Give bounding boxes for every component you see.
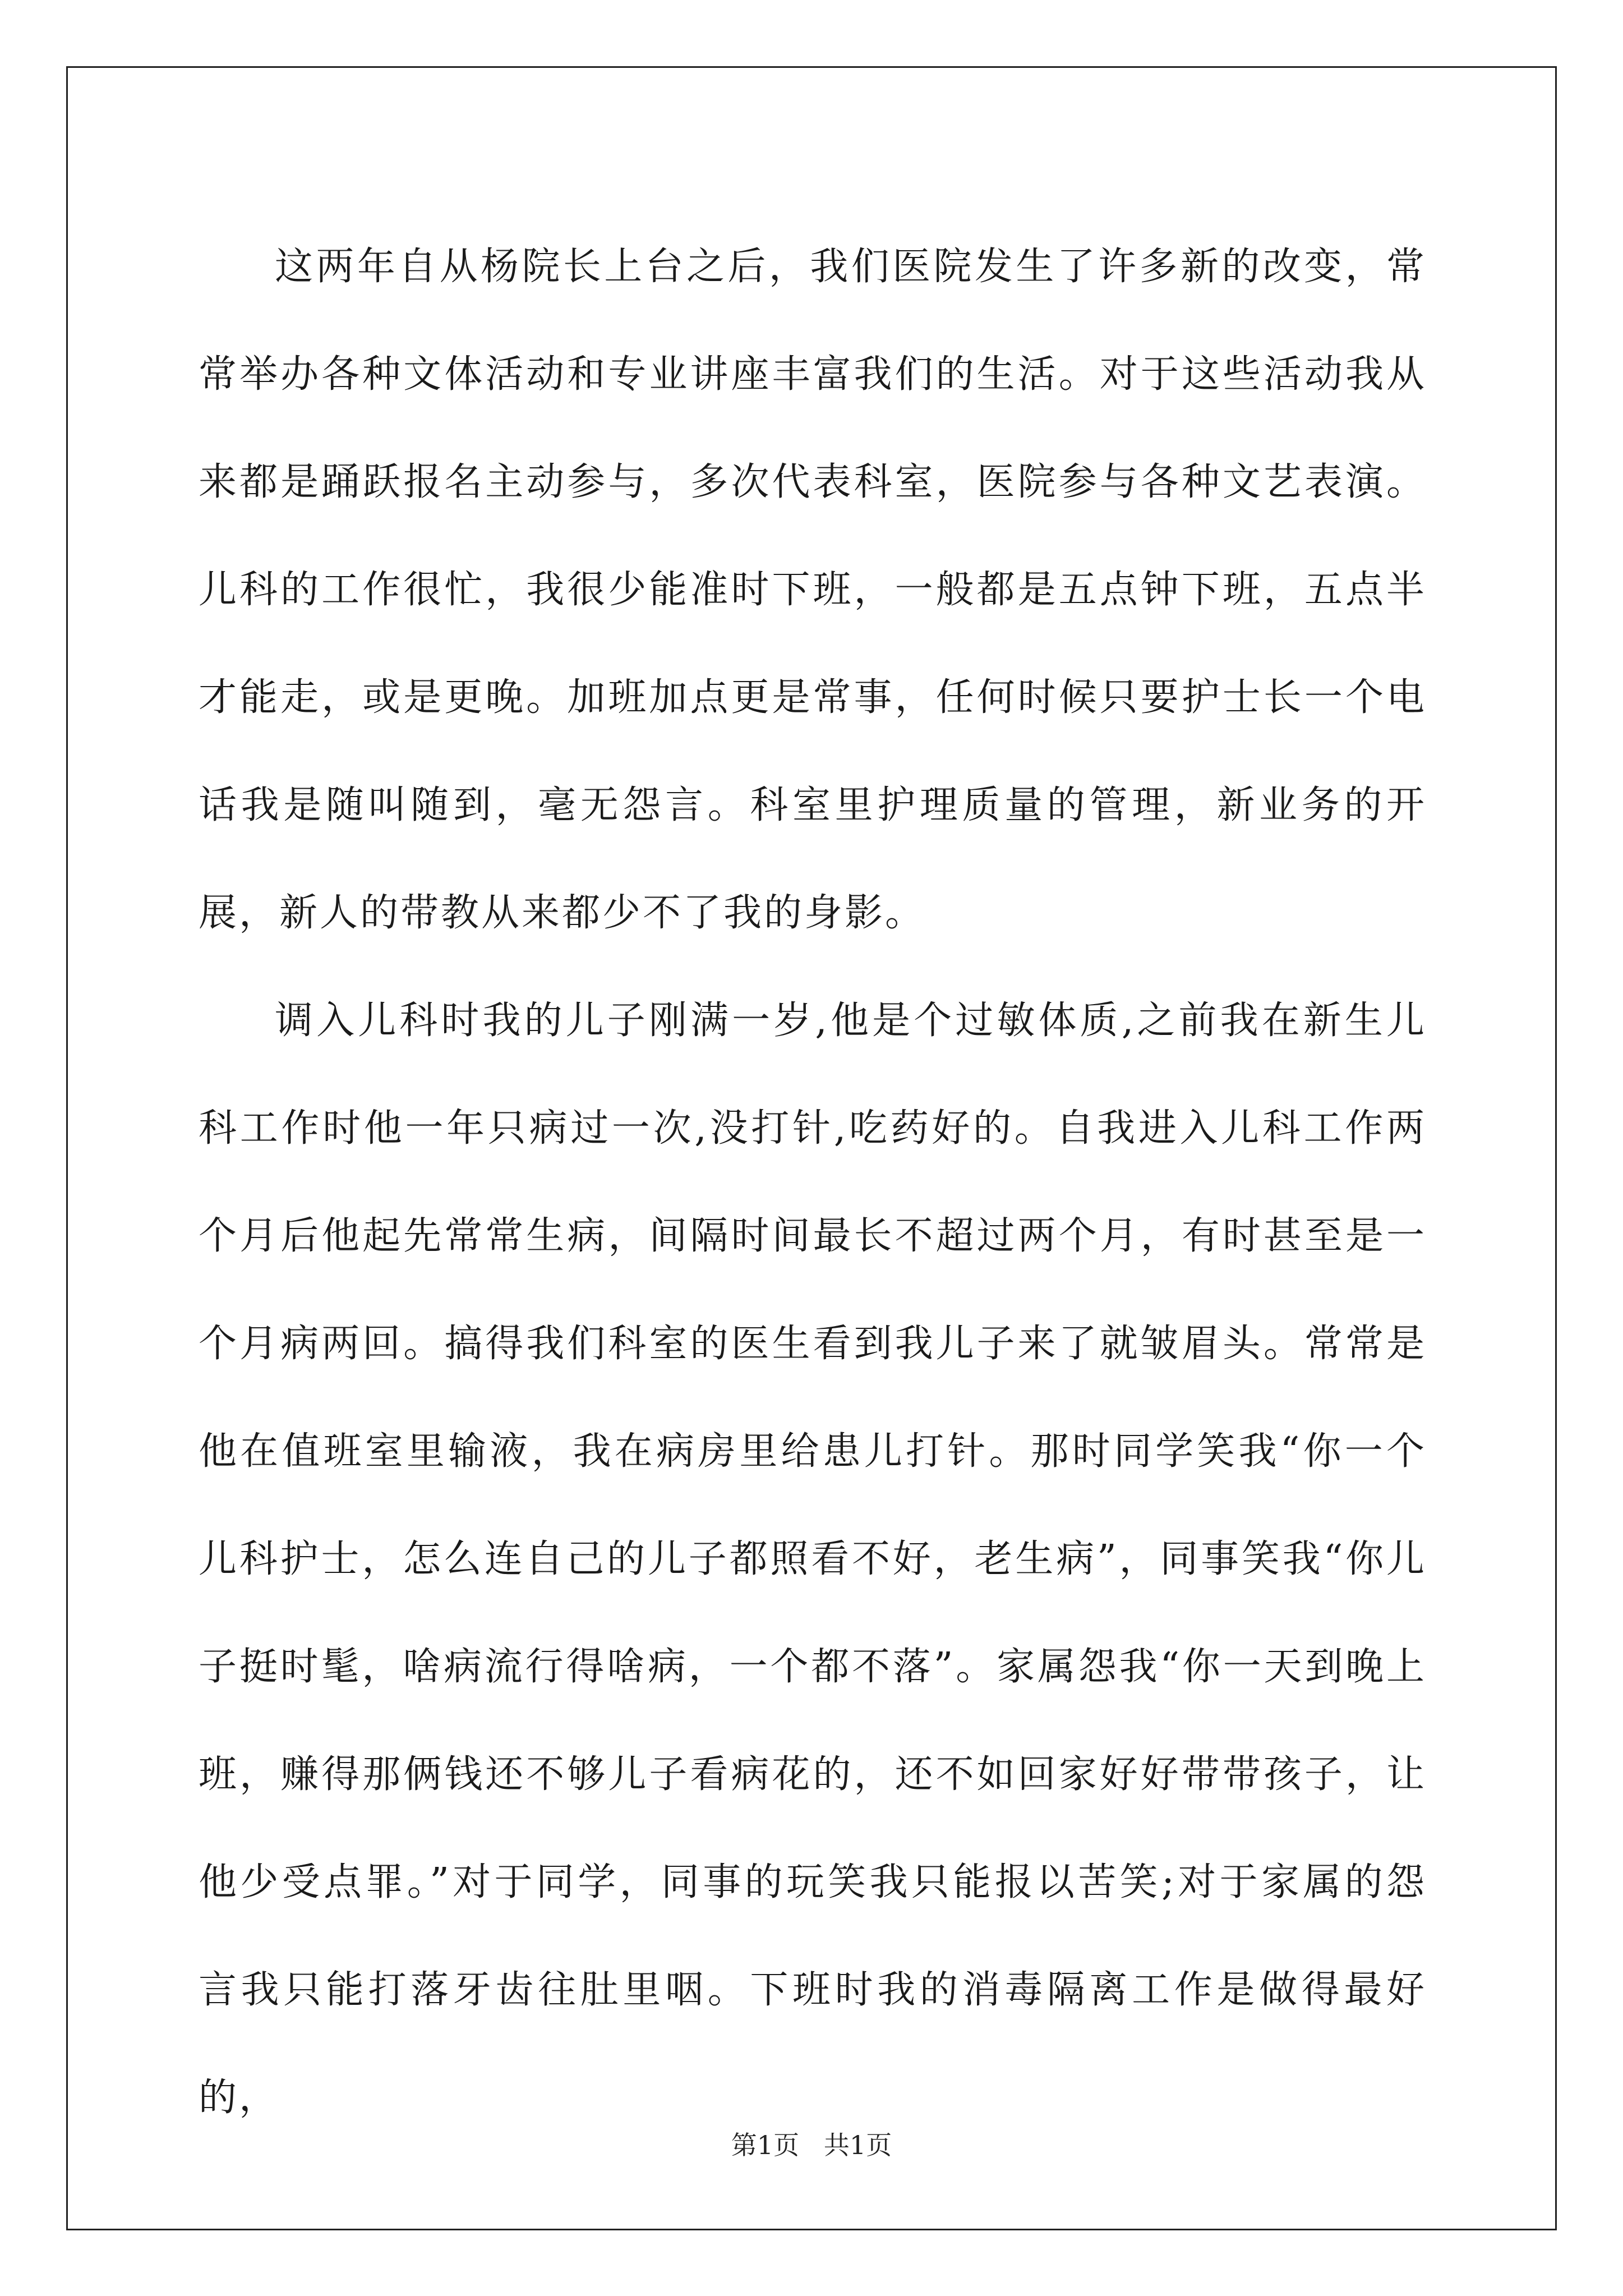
document-body <box>199 213 1427 2152</box>
page-footer: 第1页 共1页 <box>731 2130 892 2160</box>
paragraph-2: 调入儿科时我的儿子刚满一岁,他是个过敏体质,之前我在新生儿科工作时他一年只病过一次,没打针,吃药好的。自我进入儿科工作两个月后他起先常常生病，间隔时间最长不超过两个月，有时甚至是一个月病两回。搞得我们科室的医生看到我儿子来了就皱眉头。常常是他在值班室里输液，我在病房里给患儿打针。那时同学笑我“你一个儿科护士，怎么连自己的儿子都照看不好，老生病”，同事笑我“你儿子挺时髦，啥病流行得啥病，一个都不落”。家属怨我“你一天到晚上班，赚得那俩钱还不够儿子看病花的，还不如回家好好带带孩子，让他少受点罪。”对于同学，同事的玩笑我只能报以苦笑;对于家属的怨言我只能打落牙齿往肚里咽。下班时我的消毒隔离工作是做得最好的， <box>199 999 1427 2120</box>
paragraph-1: 这两年自从杨院长上台之后，我们医院发生了许多新的改变，常常举办各种文体活动和专业讲座丰富我们的生活。对于这些活动我从来都是踊跃报名主动参与，多次代表科室，医院参与各种文艺表演。儿科的工作很忙，我很少能准时下班，一般都是五点钟下班，五点半才能走，或是更晚。加班加点更是常事，任何时候只要护士长一个电话我是随叫随到，毫无怨言。科室里护理质量的管理，新业务的开展，新人的带教从来都少不了我的身影。 <box>199 245 1427 935</box>
